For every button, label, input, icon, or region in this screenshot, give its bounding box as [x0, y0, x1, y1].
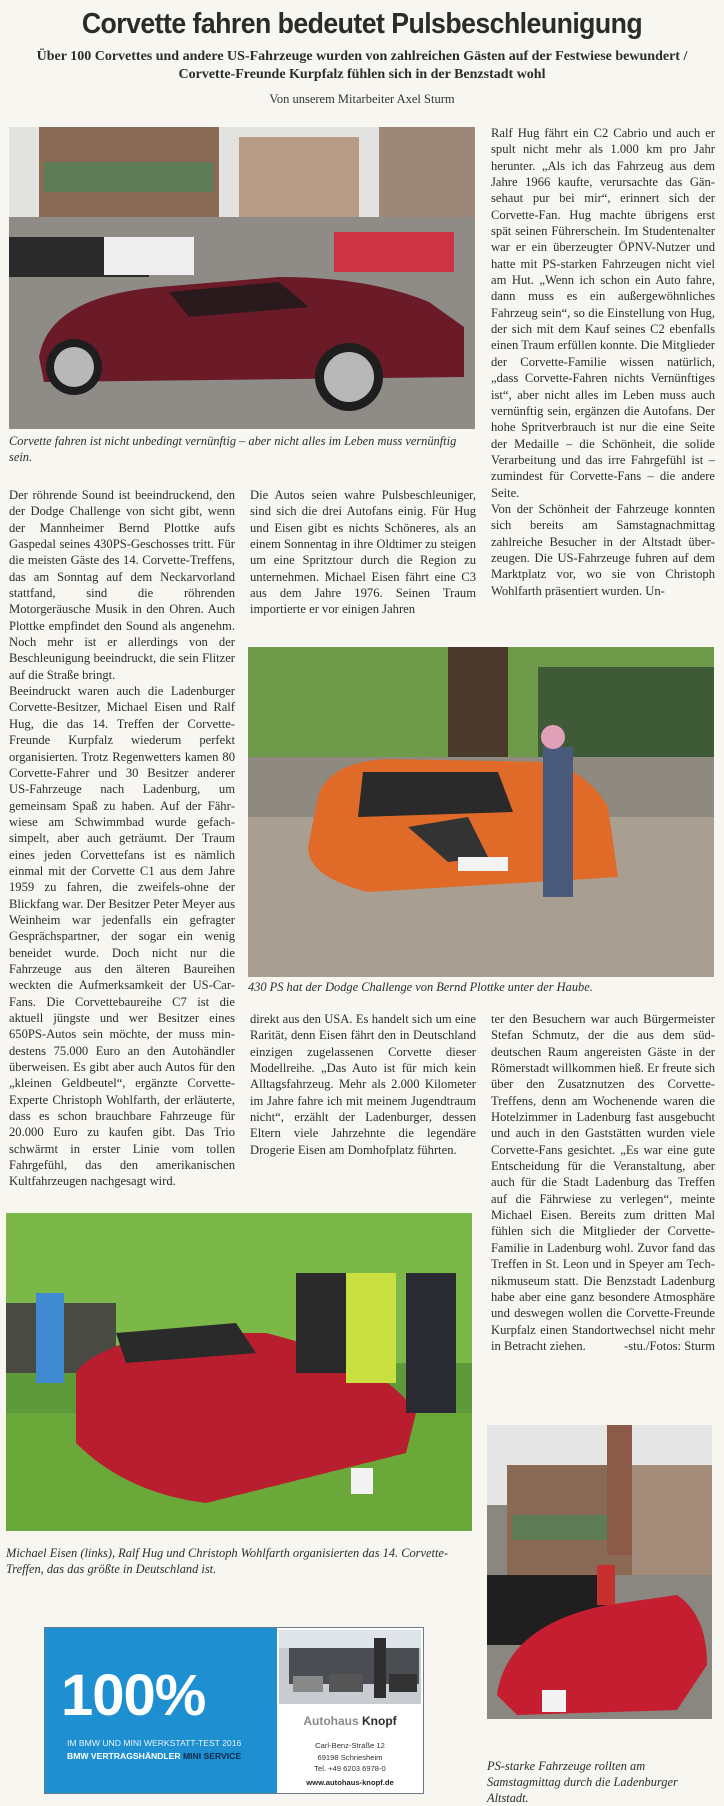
photo-credit: -stu./Fotos: Sturm: [624, 1339, 715, 1354]
paragraph: Die Autos seien wahre Pulsbeschleuniger, sind sich die drei Autofans einig. Für Hug und Eisen gibt es nichts Schöneres, als an einem Sonnentag in ihre Oldtimer zu steigen um eine Spritztour durch die Region zu unternehmen. Michael Eisen fährt eine C3 aus dem Jahre 1976. Seinen Traum importierte er vor einigen Jahren: [250, 488, 476, 617]
photo-caption: Corvette fahren ist nicht unbedingt vernünftig – aber nicht alles im Leben muss vernünftig sein.: [9, 434, 457, 464]
ad-phone: Tel. +49 6203 6978-0: [314, 1764, 386, 1773]
paragraph: Ralf Hug fährt ein C2 Cabrio und auch er spult nicht mehr als 1.000 km pro Jahr herunter. „Als ich das Fahrzeug aus dem Jahre 1966 kaufte, verursachte das Gänsehaut pur bei mir“, erinnert sich der Corvette-Fan. Hug machte übrigens erst spät seinen Führerschein. Im Studentenalter war er ein überzeugter ÖPNV-Nutzer und hatte mit PS-starken Fahrzeugen nicht viel am Hut. „Wenn ich schon ein Auto fahre, dann muss es ein außergewöhnliches Fahrzeug sein“, so die Einstellung von Hug, der sich mit dem Kauf seines C2 ebenfalls einen Traum erfüllen konnte. Die Mitglieder der Corvette-Familie wissen natürlich, „dass Corvette-Fahren nichts Vernünftiges ist“, aber nicht alles im Leben muss auch vernünftig sein, ergänzen die Autofans. Der hohe Spritverbrauch ist nur die eine Seite der Medaille – die Schönheit, die solide Verarbeitung und das irre Fahrgefühl ist – zumindest für Corvette-Fans – die andere Seite.: [491, 126, 715, 500]
article-column-right-bottom: [491, 1011, 715, 1355]
article-column-left: [9, 487, 235, 1190]
ad-info-panel: [277, 1628, 423, 1793]
paragraph: Von der Schönheit der Fahrzeuge konnten sich bereits am Samstagnachmittag zahlreiche Besucher in der Altstadt überzeugen. Die US-Fahrzeuge fuhren auf dem Marktplatz vor, wo sie von Christoph Wohlfarth präsentiert wurden. Un-: [491, 501, 715, 598]
subheadline: Über 100 Corvettes und andere US-Fahrzeuge wurden von zahlreichen Gästen auf der Festwiese bewundert / Corvette-Freunde Kurpfalz fühlen sich in der Benzstadt wohl: [36, 49, 688, 82]
article-column-right-top: [491, 125, 715, 599]
ad-street: Carl-Benz-Straße 12: [315, 1741, 385, 1750]
paragraph: ter den Besuchern war auch Bürgermeister Stefan Schmutz, der die aus dem süddeutschen Raum angereisten Gäste in der Römerstadt willkommen hieß. Er freute sich über den Zusatznutzen des Corvette-Treffens, denn am Wochenende waren die Hotelzimmer in Ladenburg fast ausgebucht und auch in den Gaststätten wurden viele Corvette-Fans gesichtet. „Es war eine gute Entscheidung für die Veranstaltung, aber auch für die Stadt Ladenburg das Treffen auf die Fährwiese zu verlegen“, meinte Michael Eisen. Bereits zum dritten Mal fühlen sich die Mitglieder der Corvette-Familie in Ladenburg wohl. Zuvor fand das Treffen in St. Leon und in Speyer am Technikmuseum statt. Die Benzstadt Ladenburg habe aber eine ganz besondere Atmosphäre und deswegen wollen die Corvette-Freunde Kurpfalz einen Standortwechsel nicht mehr in Betracht ziehen.: [491, 1012, 715, 1353]
photo-c2-corvette-organisers: [6, 1213, 472, 1531]
ad-city: 69198 Schriesheim: [317, 1752, 383, 1762]
ad-website-link[interactable]: www.autohaus-knopf.de: [306, 1778, 394, 1787]
paragraph: Der röhrende Sound ist beeindruckend, den der Dodge Challenge von sicht gibt, wenn der Mannheimer Bernd Plottke aufs Gaspedal seines 430PS-Geschosses tritt. Für die meisten Gäste des 14. Corvette-Treffens, das am Sonntag auf dem Neckarvorland stattfand, sind die röhrenden Motorgeräusche Musik in den Ohren. Auch Plottke empfindet den Sound als angenehm. Noch mehr ist er allerdings von der Beschleunigung beeindruckt, die sein Flitzer auf die Straße bringt.: [9, 488, 235, 682]
ad-address: [277, 1740, 423, 1775]
photo-caption: PS-starke Fahrzeuge rollten am Samstagmittag durch die Ladenburger Altstadt.: [487, 1759, 678, 1805]
photo-caption: 430 PS hat der Dodge Challenge von Bernd Plottke unter der Haube.: [248, 980, 593, 994]
paragraph: direkt aus den USA. Es handelt sich um eine Rarität, denn Eisen fährt den in Deutschland einzigen zugelassenen Corvette dieser Modellreihe. „Das Auto ist für mich kein Alltagsfahrzeug. Mehr als 2.000 Kilometer im Jahre fahre ich mit meinem Jugendtraum nicht“, erzählt der Ladenburger, dessen Eltern viele Jahrzehnte die legendäre Drogerie Eisen am Domhofplatz führten.: [250, 1012, 476, 1157]
advertisement-autohaus-knopf[interactable]: [44, 1627, 424, 1794]
photo-c2-altstadt: [487, 1425, 712, 1719]
ad-tagline: IM BMW UND MINI WERKSTATT-TEST 2016: [67, 1738, 242, 1748]
ad-dealership-photo: [279, 1630, 421, 1704]
ad-brand-bold: Knopf: [362, 1714, 397, 1728]
ad-dealer-prefix: BMW VERTRAGSHÄNDLER: [67, 1751, 184, 1761]
byline: Von unserem Mitarbeiter Axel Sturm: [269, 92, 455, 106]
headline: Corvette fahren bedeutet Pulsbeschleunigung: [81, 8, 643, 40]
ad-mini-service: MINI SERVICE: [183, 1751, 242, 1761]
article-column-middle-top: [250, 487, 476, 618]
ad-blue-panel: [45, 1628, 277, 1793]
photo-c7-corvette: [9, 127, 475, 429]
ad-dealer-line: [67, 1751, 241, 1761]
article-column-middle-bottom: [250, 1011, 476, 1158]
photo-dodge-challenger: [248, 647, 714, 977]
ad-headline: 100%: [61, 1663, 206, 1728]
photo-caption: Michael Eisen (links), Ralf Hug und Christoph Wohlfarth organisierten das 14. Corvette-Treffen, das das größte in Deutschland ist.: [6, 1546, 449, 1576]
paragraph: Beeindruckt waren auch die Ladenburger Corvette-Besitzer, Michael Eisen und Ralf Hug, die das 14. Treffen der Corvette-Freunde Kurpfalz wiederum perfekt organisierten. Trotz Regenwetters kamen 80 Corvette-Fahrer und 30 Besitzer anderer US-Fahrzeuge nach Ladenburg, um gemeinsam Spaß zu haben. Auf der Fährwiese am Schwimmbad wurde gefachsimpelt, aber auch geträumt. Der Traum eines jeden Corvettefans ist es nämlich einmal mit der Corvette C1 aus dem Jahre 1959 zu fahren, die zweifels-ohne der Blickfang war. Der Besitzer Peter Meyer aus Weinheim war jedenfalls ein gefragter Gesprächspartner, der sogar ein wenig beneidet wurde. Doch nicht nur die Fahrzeuge aus den älteren Baureihen weckten die Aufmerksamkeit der US-Car-Fans. Die Corvettebaureihe C7 ist die aktuell jüngste und wer Besitzer eines 650PS-Autos sein möchte, der muss mindestens 75.000 Euro an den Autohändler überweisen. Es gibt aber auch Autos für den „kleinen Geldbeutel“, ergänzte Corvette-Experte Christoph Wohlfarth, der erläuterte, dass es schon brauchbare Fahrzeuge für 20.000 Euro zu kaufen gibt. Das Trio schwärmt in erster Linie vom tollen Fahrgefühl, das den amerikanischen Kultfahrzeugen nachgesagt wird.: [9, 684, 235, 1189]
ad-brand-light: Autohaus: [303, 1714, 362, 1728]
ad-brand: [277, 1714, 423, 1728]
